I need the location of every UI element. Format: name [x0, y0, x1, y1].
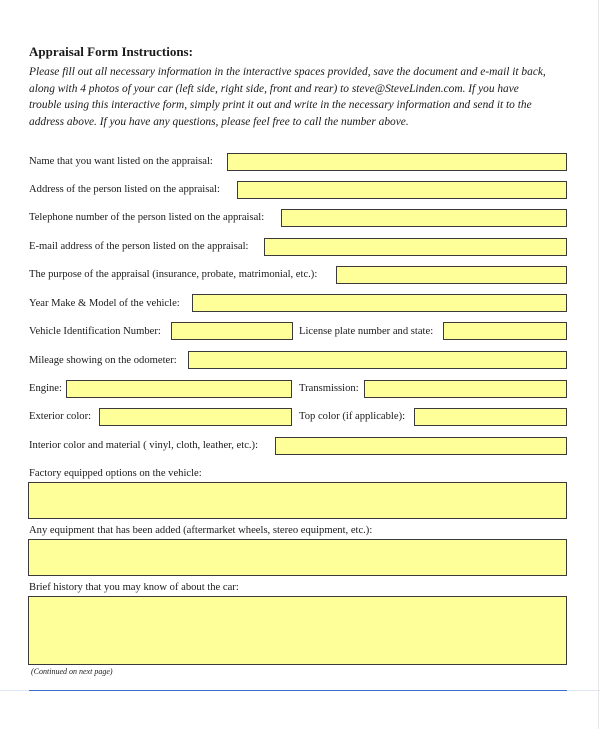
instructions-line: address above. If you have any questions, please feel free to call the number above. [29, 115, 409, 128]
instructions-line: trouble using this interactive form, simply print it out and write in the necessary information and send it to the [29, 99, 532, 111]
name-field[interactable] [227, 153, 567, 171]
instructions-line: Please fill out all necessary information in the interactive spaces provided, save the document and e-mail it back, [29, 66, 546, 78]
instructions-paragraph [29, 64, 574, 130]
license-plate-label: License plate number and state: [299, 326, 434, 337]
exterior-color-field[interactable] [99, 408, 292, 426]
exterior-color-label: Exterior color: [29, 411, 92, 422]
email-label: E-mail address of the person listed on the appraisal: [29, 241, 249, 252]
address-field[interactable] [237, 181, 567, 199]
instructions-line: along with 4 photos of your car (left side, right side, front and rear) to steve@SteveLinden.com. If you have [29, 82, 519, 95]
vin-label: Vehicle Identification Number: [29, 326, 161, 337]
top-color-field[interactable] [414, 408, 567, 426]
interior-label: Interior color and material ( vinyl, cloth, leather, etc.): [29, 440, 259, 451]
transmission-field[interactable] [364, 380, 567, 398]
continued-note: (Continued on next page) [31, 667, 113, 676]
telephone-label: Telephone number of the person listed on the appraisal: [29, 212, 265, 223]
engine-field[interactable] [66, 380, 292, 398]
factory-options-label: Factory equipped options on the vehicle: [29, 468, 202, 479]
purpose-label: The purpose of the appraisal (insurance, probate, matrimonial, etc.): [29, 269, 318, 280]
transmission-label: Transmission: [299, 383, 359, 394]
vin-field[interactable] [171, 322, 293, 340]
page-divider [29, 690, 567, 691]
mileage-field[interactable] [188, 351, 567, 369]
added-equipment-field[interactable] [28, 539, 567, 576]
mileage-label: Mileage showing on the odometer: [29, 355, 177, 366]
top-color-label: Top color (if applicable): [299, 411, 406, 422]
history-field[interactable] [28, 596, 567, 665]
added-equipment-label: Any equipment that has been added (aftermarket wheels, stereo equipment, etc.): [29, 525, 373, 536]
telephone-field[interactable] [281, 209, 567, 227]
form-title: Appraisal Form Instructions: [29, 44, 193, 59]
interior-field[interactable] [275, 437, 567, 455]
name-label: Name that you want listed on the appraisal: [29, 156, 213, 167]
engine-label: Engine: [29, 383, 62, 394]
license-plate-field[interactable] [443, 322, 567, 340]
factory-options-field[interactable] [28, 482, 567, 519]
history-label: Brief history that you may know of about the car: [29, 582, 239, 593]
year-make-model-field[interactable] [192, 294, 567, 312]
purpose-field[interactable] [336, 266, 567, 284]
year-make-model-label: Year Make & Model of the vehicle: [29, 298, 180, 309]
email-field[interactable] [264, 238, 567, 256]
address-label: Address of the person listed on the appraisal: [29, 184, 220, 195]
